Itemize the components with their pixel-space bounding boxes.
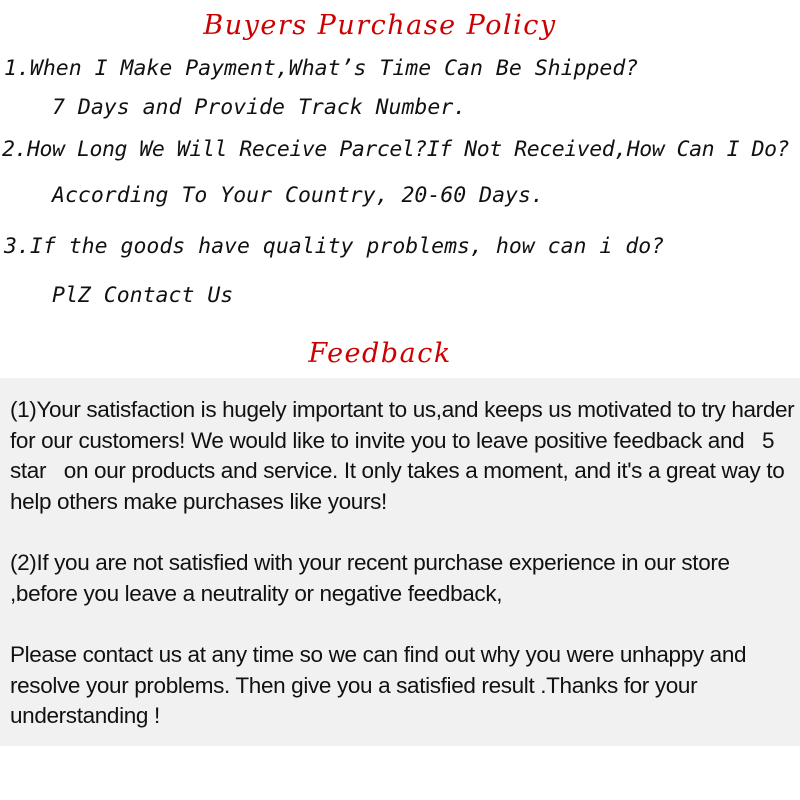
policy-question-1: 1.When I Make Payment,What’s Time Can Be Shipped? [4,56,639,81]
feedback-paragraph-3: Please contact us at any time so we can find out why you were unhappy and resolve your problems. Then give you a satisfied result .Thanks for your understanding ! [10,642,747,728]
feedback-panel [0,378,800,746]
feedback-title: Feedback [308,338,452,369]
policy-question-3: 3.If the goods have quality problems, how can i do? [4,234,665,259]
policy-answer-2: According To Your Country, 20-60 Days. [52,183,544,208]
policy-title: Buyers Purchase Policy [203,10,557,41]
feedback-paragraph-2: (2)If you are not satisfied with your recent purchase experience in our store ,before you leave a neutrality or negative feedback, [10,550,730,606]
policy-answer-3: PlZ Contact Us [52,283,234,308]
policy-answer-1: 7 Days and Provide Track Number. [52,95,467,120]
feedback-paragraph-1: (1)Your satisfaction is hugely important to us,and keeps us motivated to try harder for our customers! We would like to invite you to leave positive feedback and 5 star on our products and service. It only takes a moment, and it's a great way to help others make purchases like yours! [10,397,800,514]
policy-question-2: 2.How Long We Will Receive Parcel?If Not Received,How Can I Do? [2,137,790,162]
